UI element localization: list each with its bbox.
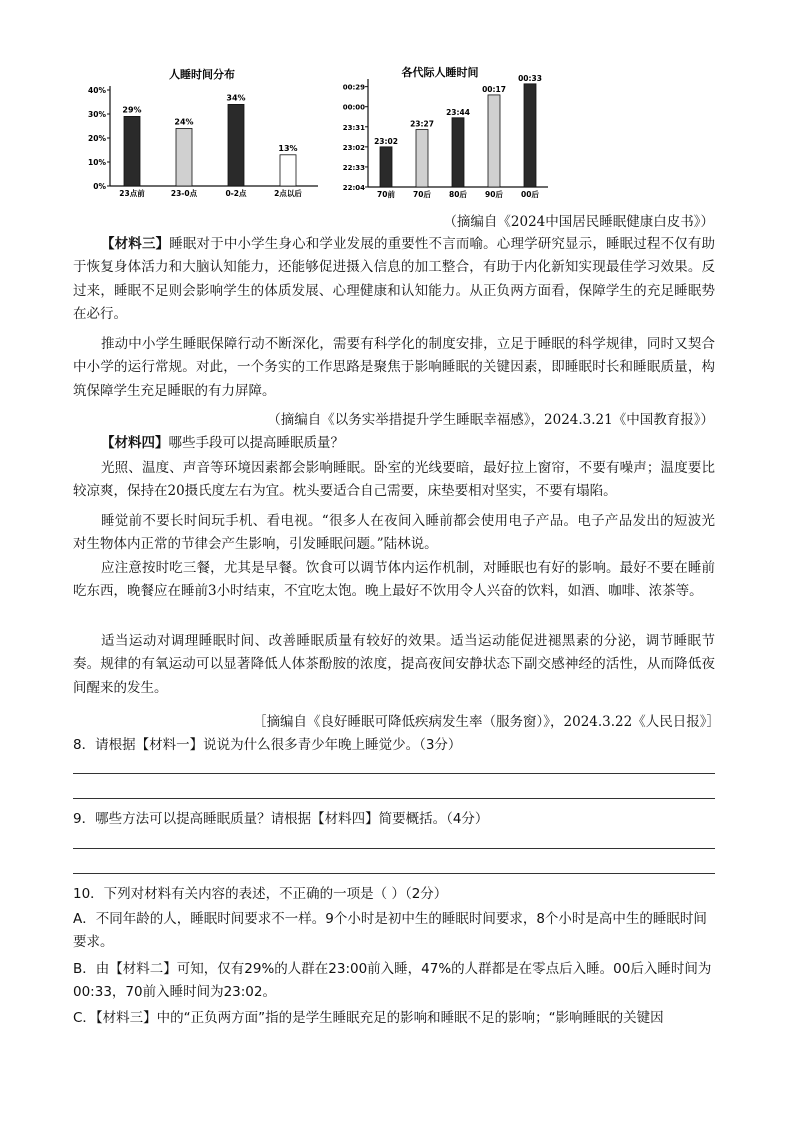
- material4-paragraph-1: 光照、温度、声音等环境因素都会影响睡眠。卧室的光线要暗，最好拉上窗帘，不要有噪声；温度要比较凉爽，保持在20摄氏度左右为宜。枕头要适合自己需要，床垫要相对坚实，不要有塌陷。: [73, 460, 715, 500]
- option-a: A．不同年龄的人，睡眠时间要求不一样。9个小时是初中生的睡眠时间要求，8个小时是高中生的睡眠时间要求。: [73, 911, 707, 950]
- chart2-bar: [488, 95, 500, 187]
- chart2-category-label: 00后: [521, 190, 539, 199]
- chart1-data-label: 24%: [174, 117, 194, 127]
- chart1-ytick-label: 0%: [93, 182, 106, 191]
- material3-paragraph-2: 推动中小学生睡眠保障行动不断深化，需要有科学化的制度安排，立足于睡眠的科学规律，同时又契合中小学的运行常规。对此，一个务实的工作思路是聚焦于影响睡眠的关键因素，即睡眠时长和睡眠质量，构筑保障学生充足睡眠的有力屏障。: [73, 336, 715, 399]
- source-note-1: （摘编自《2024中国居民睡眠健康白皮书》）: [443, 214, 714, 230]
- chart1-category-label: 0-2点: [225, 189, 247, 198]
- chart2-data-label: 00:17: [482, 84, 506, 94]
- chart1-ytick-label: 40%: [88, 86, 106, 95]
- material4-source: ［摘编自《良好睡眠可降低疾病发生率（服务窗）》，2024.3.22《人民日报》］: [253, 714, 720, 730]
- chart1-bar: [228, 104, 244, 186]
- chart1-category-label: 23-0点: [170, 189, 198, 198]
- chart1-bar: [280, 155, 296, 186]
- chart2-category-label: 80后: [449, 190, 467, 199]
- chart1-ytick-label: 20%: [88, 134, 106, 143]
- chart1-svg: [82, 60, 322, 205]
- question-9: 9．哪些方法可以提高睡眠质量？请根据【材料四】简要概括。（4分）: [73, 811, 489, 827]
- chart1-ytick-label: 10%: [88, 158, 106, 167]
- question-10: 10．下列对材料有关内容的表述，不正确的一项是（ ）（2分）: [73, 886, 448, 902]
- chart2-category-label: 70前: [377, 190, 395, 199]
- option-b: B．由【材料二】可知，仅有29%的人群在23:00前入睡，47%的人群都是在零点后入睡。00后入睡时间为00:33，70前入睡时间为23:02。: [73, 961, 712, 1000]
- chart2-ytick-label: 22:33: [342, 163, 365, 172]
- chart1-bar: [176, 128, 192, 186]
- option-c: C．【材料三】中的“正负两方面”指的是学生睡眠充足的影响和睡眠不足的影响；“影响睡眠的关键因: [73, 1010, 664, 1026]
- chart2-ytick-label: 23:31: [342, 123, 365, 132]
- chart2-ytick-label: 00:29: [342, 83, 365, 92]
- chart2-ytick-label: 23:02: [342, 143, 365, 152]
- chart2-bar: [452, 118, 464, 187]
- chart2-bar: [524, 84, 536, 187]
- question-8: 8．请根据【材料一】说说为什么很多青少年晚上睡觉少。（3分）: [73, 737, 462, 753]
- chart1-ytick-label: 30%: [88, 110, 106, 119]
- answer-line-9b[interactable]: [73, 873, 715, 874]
- chart1-data-label: 34%: [226, 93, 246, 103]
- chart1-category-label: 2点以后: [274, 189, 302, 198]
- material4-heading: [73, 432, 715, 455]
- chart1-category-label: 23点前: [119, 189, 145, 198]
- material3-paragraph-1: [73, 233, 715, 326]
- chart2-ytick-label: 00:00: [342, 103, 365, 112]
- answer-line-8b[interactable]: [73, 798, 715, 799]
- generation-sleep-time-chart: [336, 60, 552, 205]
- material4-paragraph-4: 适当运动对调理睡眠时间、改善睡眠质量有较好的效果。适当运动能促进褪黑素的分泌，调节睡眠节奏。规律的有氧运动可以显著降低人体茶酚胺的浓度，提高夜间安静状态下副交感神经的活性，从而降低夜间醒来的发生。: [73, 633, 715, 696]
- material4-tag: 【材料四】: [101, 435, 169, 451]
- material3-source: （摘编自《以务实举措提升学生睡眠幸福感》，2024.3.21《中国教育报》）: [267, 412, 714, 428]
- chart2-bar: [380, 147, 392, 187]
- sleep-time-distribution-chart: [82, 60, 322, 205]
- chart2-svg: [336, 60, 552, 205]
- chart1-data-label: 29%: [122, 105, 142, 115]
- chart2-ytick-label: 22:04: [342, 184, 365, 192]
- chart2-bar: [416, 130, 428, 187]
- chart2-title: 各代际人睡时间: [401, 66, 479, 79]
- chart1-bar: [124, 116, 140, 186]
- material3-p1-text: 睡眠对于中小学生身心和学业发展的重要性不言而喻。心理学研究显示，睡眠过程不仅有助于恢复身体活力和大脑认知能力，还能够促进摄入信息的加工整合，有助于内化新知实现最佳学习效果。反过来，睡眠不足则会影响学生的体质发展、心理健康和认知能力。从正负两方面看，保障学生的充足睡眠势在必行。: [73, 236, 716, 322]
- material4-question: 哪些手段可以提高睡眠质量？: [168, 435, 344, 451]
- chart2-data-label: 00:33: [518, 73, 542, 83]
- chart1-title: 人睡时间分布: [169, 68, 235, 81]
- chart2-data-label: 23:27: [410, 119, 434, 129]
- chart1-data-label: 13%: [278, 143, 298, 153]
- answer-line-8a[interactable]: [73, 773, 715, 774]
- material4-paragraph-2: 睡觉前不要长时间玩手机、看电视。“很多人在夜间入睡前都会使用电子产品。电子产品发出的短波光对生物体内正常的节律会产生影响，引发睡眠问题。”陆林说。: [73, 513, 715, 553]
- chart2-data-label: 23:44: [446, 107, 470, 117]
- chart2-category-label: 70后: [413, 190, 431, 199]
- material3-tag: 【材料三】: [101, 236, 170, 252]
- material4-paragraph-3: 应注意按时吃三餐，尤其是早餐。饮食可以调节体内运作机制，对睡眠也有好的影响。最好不要在睡前吃东西，晚餐应在睡前3小时结束，不宜吃太饱。晚上最好不饮用令人兴奋的饮料，如酒、咖啡、浓茶等。: [73, 560, 715, 600]
- chart2-category-label: 90后: [485, 190, 503, 199]
- answer-line-9a[interactable]: [73, 848, 715, 849]
- chart2-data-label: 23:02: [374, 136, 398, 146]
